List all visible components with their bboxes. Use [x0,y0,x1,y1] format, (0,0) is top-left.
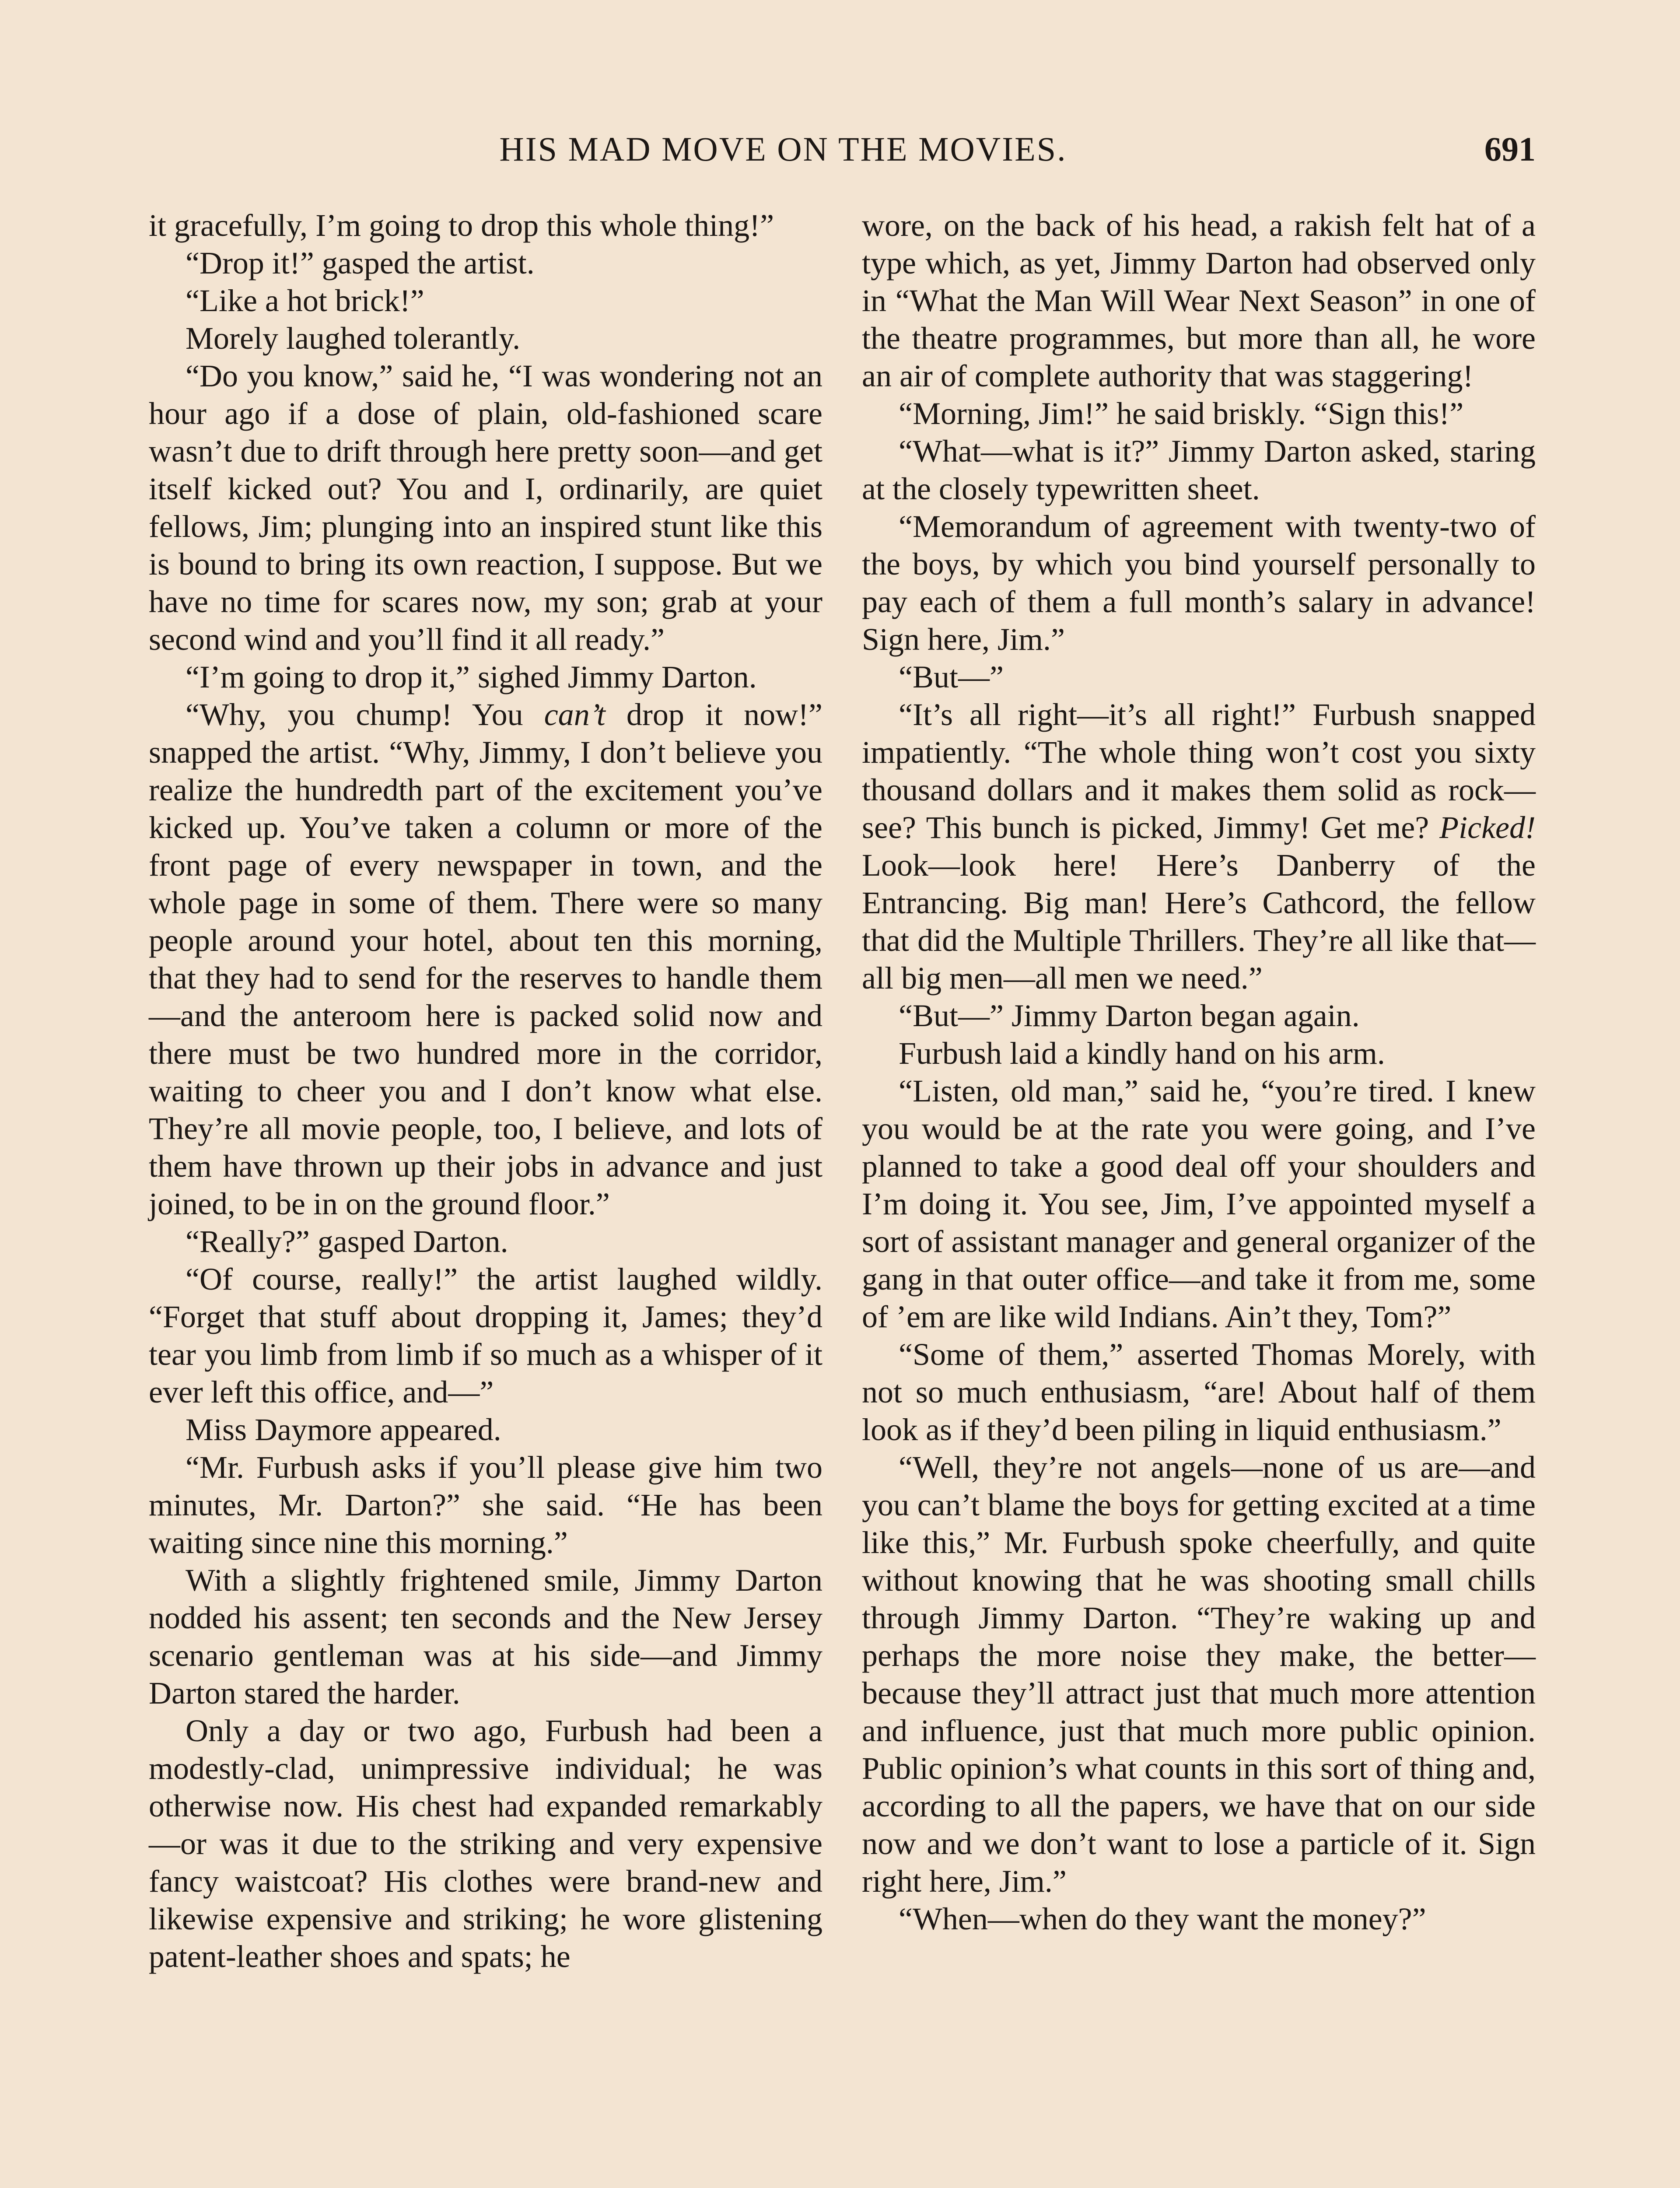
paragraph: “Like a hot brick!” [186,283,424,318]
paragraph: “Some of them,” asserted Thomas Morely, with not so much enthusiasm, “are! About half of them look as if they’d been piling in liquid enthusiasm.” [862,1337,1536,1447]
paragraph: “Memorandum of agreement with twenty-two of the boys, by which you bind yourself personally to pay each of them a full month’s salary in advance! Sign here, Jim.” [862,509,1536,657]
paragraph: Morely laughed tolerantly. [186,321,521,356]
paragraph: Only a day or two ago, Furbush had been a modestly-clad, unimpressive individual; he was otherwise now. His chest had expanded remarkably—or was it due to the striking and very expensive fancy waistcoat? His clothes were brand-new and likewise expensive and striking; he wore glistening patent-leather shoes and spats; he [149,1713,822,1974]
page-number: 691 [1484,130,1536,168]
paragraph: Furbush laid a kindly hand on his arm. [899,1036,1385,1071]
paragraph [862,696,1536,997]
paragraph: “Of course, really!” the artist laughed wildly. “Forget that stuff about dropping it, James; they’d tear you limb from limb if so much as a whisper of it ever left this office, and—” [149,1262,822,1410]
paragraph: “Do you know,” said he, “I was wondering not an hour ago if a dose of plain, old-fashioned scare wasn’t due to drift through here pretty soon—and get itself kicked out? You and I, ordinarily, are quiet fellows, Jim; plunging into an inspired stunt like this is bound to bring its own reaction, I suppose. But we have no time for scares now, my son; grab at your second wind and you’ll find it all ready.” [149,358,822,657]
paragraph: “Mr. Furbush asks if you’ll please give him two minutes, Mr. Darton?” she said. “He has been waiting since nine this morning.” [149,1450,822,1560]
page-header [149,130,1536,178]
right-column [862,207,1536,1938]
paragraph: “Morning, Jim!” he said briskly. “Sign this!” [899,396,1464,431]
text-run: drop it now!” snapped the artist. “Why, Jimmy, I don’t believe you realize the hundredth part of the excitement you’ve kicked up. You’ve taken a column or more of the front page of every newspaper in town, and the whole page in some of them. There were so many people around your hotel, about ten this morning, that they had to send for the reserves to handle them—and the anteroom here is packed solid now and there must be two hundred more in the corridor, waiting to cheer you and I don’t know what else. They’re all movie people, too, I believe, and lots of them have thrown up their jobs in advance and just joined, to be in on the ground floor.” [149,697,822,1221]
paragraph: “Well, they’re not angels—none of us are—and you can’t blame the boys for getting excited at a time like this,” Mr. Furbush spoke cheerfully, and quite without knowing that he was shooting small chills through Jimmy Darton. “They’re waking up and perhaps the more noise they make, the better—because they’ll attract just that much more attention and influence, just that much more public opinion. Public opinion’s what counts in this sort of thing and, according to all the papers, we have that on our side now and we don’t want to lose a particle of it. Sign right here, Jim.” [862,1450,1536,1899]
left-column [149,207,822,1975]
paragraph: “When—when do they want the money?” [899,1901,1426,1936]
paragraph: “I’m going to drop it,” sighed Jimmy Darton. [186,659,757,694]
paragraph: “Listen, old man,” said he, “you’re tired. I knew you would be at the rate you were going, and I’ve planned to take a good deal off your shoulders and I’m doing it. You see, Jim, I’ve appointed myself a sort of assistant manager and general organizer of the gang in that outer office—and take it from me, some of ’em are like wild Indians. Ain’t they, Tom?” [862,1073,1536,1334]
text-run: Look—look here! Here’s Danberry of the Entrancing. Big man! Here’s Cathcord, the fellow that did the Multiple Thrillers. They’re all like that—all big men—all men we need.” [862,848,1536,996]
paragraph: With a slightly frightened smile, Jimmy Darton nodded his assent; ten seconds and the New Jersey scenario gentleman was at his side—and Jimmy Darton stared the harder. [149,1563,822,1711]
running-head: HIS MAD MOVE ON THE MOVIES. [499,130,1067,168]
text-run: “Why, you chump! You [186,697,544,732]
paragraph: “But—” Jimmy Darton began again. [899,998,1360,1033]
paragraph: wore, on the back of his head, a rakish felt hat of a type which, as yet, Jimmy Darton had observed only in “What the Man Will Wear Next Season” in one of the theatre programmes, but more than all, he wore an air of complete authority that was staggering! [862,208,1536,393]
text-columns [149,207,1536,2188]
paragraph: “But—” [899,659,1004,694]
text-run: “It’s all right—it’s all right!” Furbush snapped impatiently. “The whole thing won’t cost you sixty thousand dollars and it makes them solid as rock—see? This bunch is picked, Jimmy! Get me? [862,697,1536,845]
emphasis-text: can’t [544,697,606,732]
emphasis-text: Picked! [1439,810,1536,845]
paragraph: “What—what is it?” Jimmy Darton asked, staring at the closely typewritten sheet. [862,434,1536,506]
paragraph: “Really?” gasped Darton. [186,1224,508,1259]
paragraph [149,696,822,1223]
paragraph: Miss Daymore appeared. [186,1412,501,1447]
paragraph: “Drop it!” gasped the artist. [186,245,535,281]
paragraph: it gracefully, I’m going to drop this whole thing!” [149,208,774,243]
